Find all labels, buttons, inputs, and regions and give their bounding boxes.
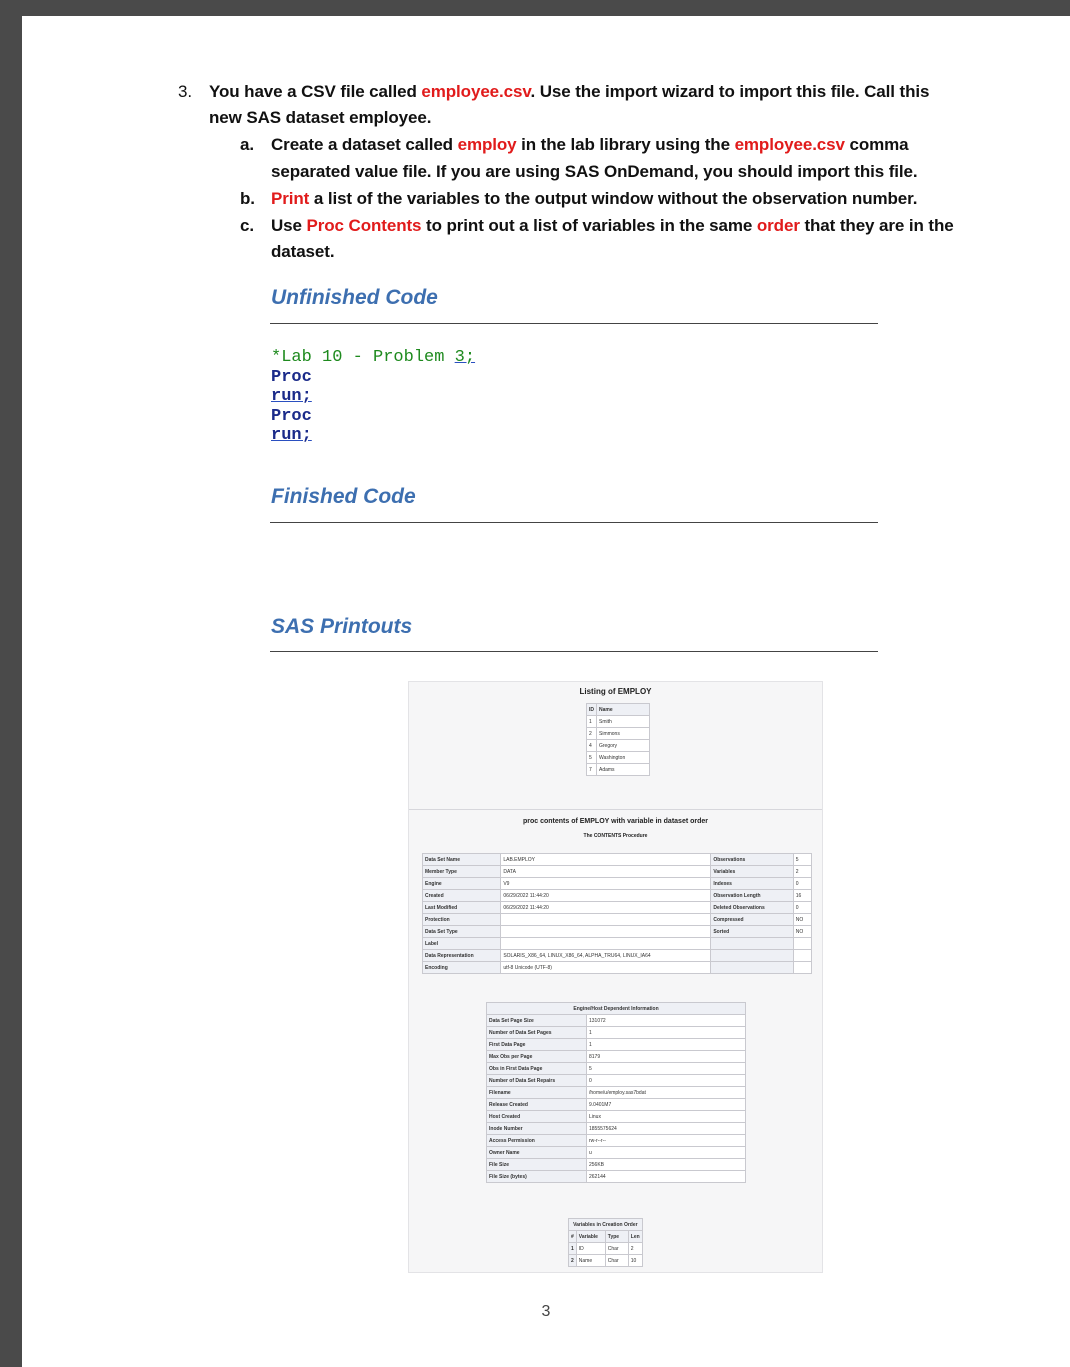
heading-rule (270, 323, 878, 324)
code-line-proc-1: Proc (271, 367, 312, 387)
item-c-line-2: dataset. (271, 242, 335, 261)
problem-number: 3. (178, 82, 192, 101)
table-row: Data Set Type Sorted NO (423, 926, 812, 938)
cell: Gregory (597, 740, 650, 752)
cell: 5 (587, 752, 597, 764)
code-block (271, 348, 475, 446)
code-line-proc-2: Proc (271, 406, 312, 426)
sas-output-image (408, 681, 823, 1273)
table-row: Owner Name u (487, 1147, 746, 1159)
cell: Smith (597, 716, 650, 728)
cell: 2 (587, 728, 597, 740)
contents-subtitle: The CONTENTS Procedure (583, 833, 648, 839)
listing-header: ID (587, 704, 597, 716)
table-row: First Data Page 1 (487, 1039, 746, 1051)
heading-unfinished-code: Unfinished Code (271, 286, 438, 309)
code-line-run-1: run; (271, 387, 312, 406)
heading-sas-printouts: SAS Printouts (271, 615, 413, 638)
problem-line-1: You have a CSV file called employee.csv. Use the import wizard to import this file. Call this (209, 82, 930, 101)
document-page (22, 16, 1070, 1367)
table-row: 2 Name Char 10 (569, 1255, 643, 1267)
problem-line-2: new SAS dataset employee. (209, 108, 432, 127)
attributes-table (422, 853, 812, 974)
variables-header: Variable (576, 1231, 605, 1243)
contents-title: proc contents of EMPLOY with variable in dataset order (522, 818, 709, 825)
variables-header: Len (628, 1231, 642, 1243)
section-divider (409, 809, 822, 810)
table-row: Protection Compressed NO (423, 914, 812, 926)
item-b-marker: b. (240, 189, 255, 208)
page-number: 3 (541, 1303, 551, 1320)
table-row: Created 06/29/2022 11:44:20 Observation Length 16 (423, 890, 812, 902)
table-row: Obs in First Data Page 5 (487, 1063, 746, 1075)
table-row: 1 ID Char 2 (569, 1243, 643, 1255)
table-row: Data Set Page Size 131072 (487, 1015, 746, 1027)
variables-header: Type (605, 1231, 628, 1243)
table-row (587, 764, 650, 776)
table-row: Max Obs per Page 8179 (487, 1051, 746, 1063)
code-line-run-2: run; (271, 426, 312, 445)
item-c-marker: c. (240, 216, 254, 235)
table-row: File Size (bytes) 262144 (487, 1171, 746, 1183)
listing-header: Name (597, 704, 650, 716)
cell: 7 (587, 764, 597, 776)
table-row (587, 740, 650, 752)
cell: 1 (587, 716, 597, 728)
table-row: Engine V9 Indexes 0 (423, 878, 812, 890)
cell: Washington (597, 752, 650, 764)
table-row: Data Set Name LAB.EMPLOY Observations 5 (423, 854, 812, 866)
table-row (587, 752, 650, 764)
table-row: Host Created Linux (487, 1111, 746, 1123)
heading-finished-code: Finished Code (271, 485, 416, 508)
cell: 4 (587, 740, 597, 752)
variables-header: # (569, 1231, 577, 1243)
listing-title: Listing of EMPLOY (579, 687, 652, 696)
table-row: Encoding utf-8 Unicode (UTF-8) (423, 962, 812, 974)
table-row (587, 728, 650, 740)
table-row (587, 716, 650, 728)
table-row: Filename /home/u/employ.sas7bdat (487, 1087, 746, 1099)
variables-title: Variables in Creation Order (569, 1219, 643, 1231)
engine-host-title: Engine/Host Dependent Information (487, 1003, 746, 1015)
engine-host-table (486, 1002, 746, 1183)
table-row: Number of Data Set Repairs 0 (487, 1075, 746, 1087)
code-comment-line: *Lab 10 - Problem 3; (271, 348, 476, 367)
item-c-line-1: Use Proc Contents to print out a list of variables in the same order that they are in the (271, 216, 954, 235)
table-row: Last Modified 06/29/2022 11:44:20 Deleted Observations 0 (423, 902, 812, 914)
table-row: Inode Number 1855575624 (487, 1123, 746, 1135)
item-a-marker: a. (240, 135, 254, 154)
table-row: Access Permission rw-r--r-- (487, 1135, 746, 1147)
item-a-line-1: Create a dataset called employ in the lab library using the employee.csv comma (271, 135, 909, 154)
heading-rule (270, 651, 878, 652)
table-row: File Size 256KB (487, 1159, 746, 1171)
table-row: Label (423, 938, 812, 950)
cell: Adams (597, 764, 650, 776)
item-b-line: Print a list of the variables to the output window without the observation number. (271, 189, 918, 208)
table-row: Member Type DATA Variables 2 (423, 866, 812, 878)
heading-rule (270, 522, 878, 523)
listing-table (586, 703, 650, 776)
variables-table (568, 1218, 643, 1267)
table-row: Data Representation SOLARIS_X86_64, LINUX_X86_64, ALPHA_TRU64, LINUX_IA64 (423, 950, 812, 962)
table-row: Number of Data Set Pages 1 (487, 1027, 746, 1039)
item-a-line-2: separated value file. If you are using SAS OnDemand, you should import this file. (271, 162, 918, 181)
table-row: Release Created 9.0401M7 (487, 1099, 746, 1111)
cell: Simmons (597, 728, 650, 740)
